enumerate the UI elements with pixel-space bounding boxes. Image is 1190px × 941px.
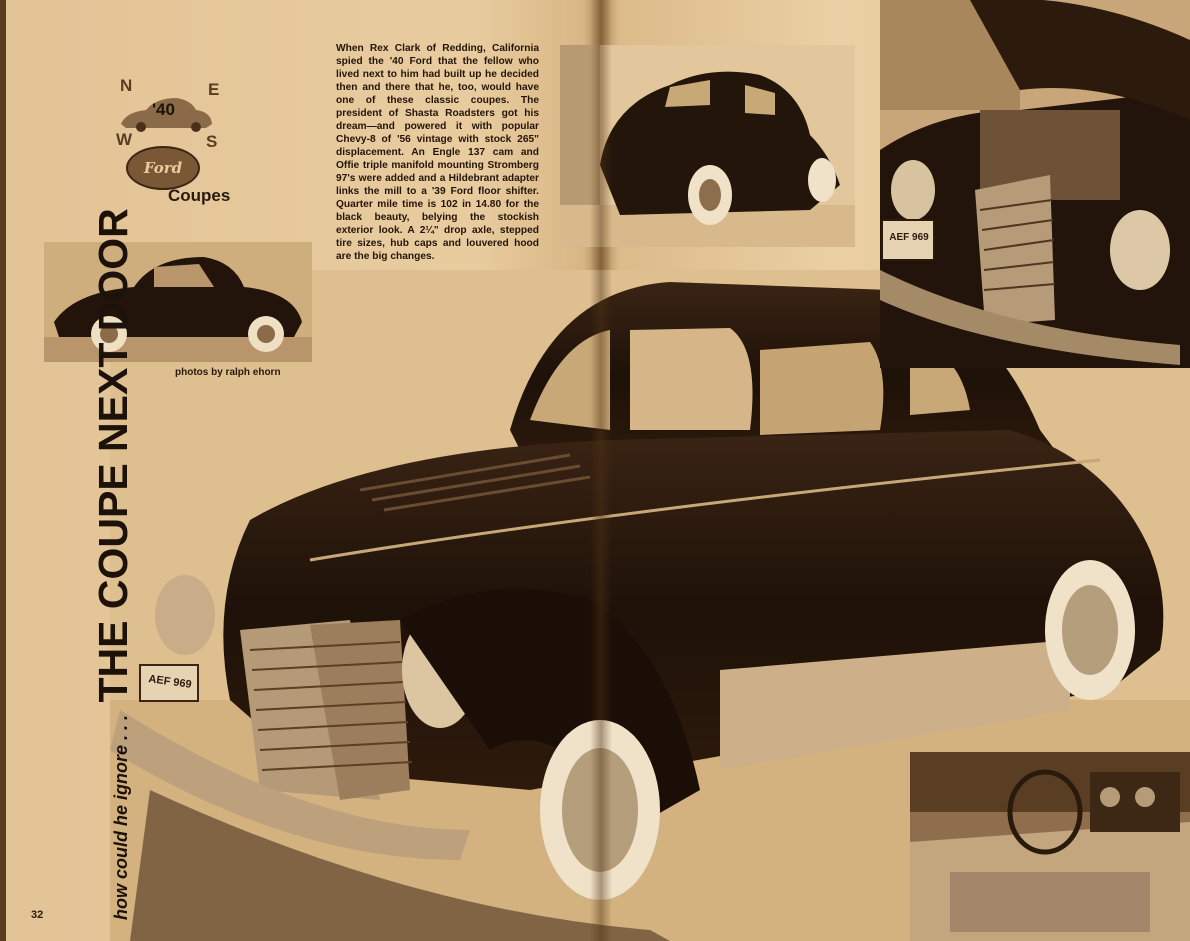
headline-kicker: how could he ignore . . . xyxy=(111,714,131,920)
page-number: 32 xyxy=(31,909,44,921)
main-license-plate: AEF 969 xyxy=(147,673,193,691)
logo-coupes-label: Coupes xyxy=(168,186,231,205)
interior-dash-photo xyxy=(910,752,1190,941)
logo-year: '40 xyxy=(152,100,175,119)
compass-s: S xyxy=(206,132,218,151)
photo-credit: photos by ralph ehorn xyxy=(175,367,281,378)
compass-w: W xyxy=(116,130,133,149)
page-edge xyxy=(0,0,6,941)
engine-license-plate: AEF 969 xyxy=(889,232,929,243)
engine-bay-photo xyxy=(880,0,1190,368)
ford-coupes-logo xyxy=(112,76,252,206)
article-body-text: When Rex Clark of Redding, California spied the '40 Ford that the fellow who lived next to him had built up he decided then and there that he, too, would have one of these classic coupes. The president of Shasta Roadsters got his dream—and powered it with popular Chevy-8 of '56 vintage with stock 265" displacement. An Engle 137 cam and Offie triple manifold mounting Stromberg 97's were added and a Hildebrant adapter links the mill to a '39 Ford floor shifter. Quarter mile time is 102 in 14.80 for the black beauty, belying the stockish exterior look. A 2¼" drop axle, stepped tire sizes, hub caps and louvered hood are the big changes. xyxy=(336,43,539,262)
side-profile-photo xyxy=(44,242,312,362)
compass-n: N xyxy=(120,76,133,95)
compass-e: E xyxy=(208,80,220,99)
vertical-headline xyxy=(90,208,137,920)
page-gutter xyxy=(590,0,612,941)
headline-title: THE COUPE NEXT DOOR xyxy=(90,208,136,703)
ford-brand-text: Ford xyxy=(143,159,183,177)
ford-oval-badge xyxy=(126,146,200,190)
